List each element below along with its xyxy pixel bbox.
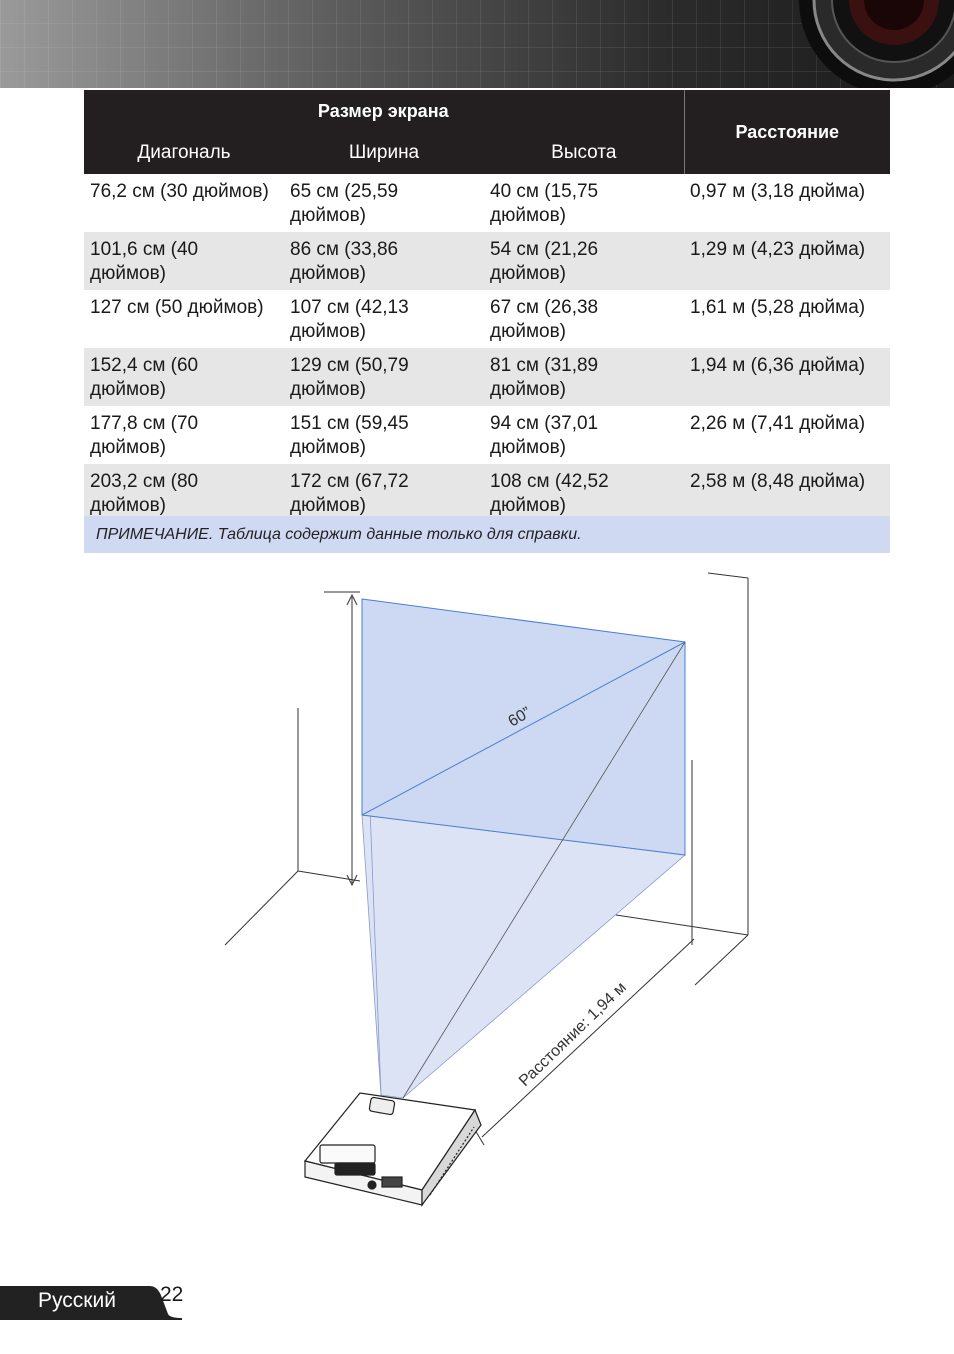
header-banner (0, 0, 954, 88)
height-cell: 81 см (31,89 дюймов) (484, 348, 684, 406)
page-number: 22 (160, 1283, 184, 1306)
height-header: Высота (484, 132, 684, 174)
height-cell: 54 см (21,26 дюймов) (484, 232, 684, 290)
table-row (84, 232, 890, 290)
distance-cell: 2,58 м (8,48 дюйма) (684, 464, 890, 522)
height-cell: 40 см (15,75 дюймов) (484, 174, 684, 232)
diagonal-header: Диагональ (84, 132, 284, 174)
screen-size-header: Размер экрана (84, 90, 684, 132)
diagonal-cell: 152,4 см (60 дюймов) (84, 348, 284, 406)
diagonal-cell: 127 см (50 дюймов) (84, 290, 284, 348)
width-cell: 129 см (50,79 дюймов) (284, 348, 484, 406)
table-row (84, 174, 890, 232)
height-cell: 94 см (37,01 дюймов) (484, 406, 684, 464)
projection-diagram (200, 565, 780, 1225)
screen-size-table (84, 90, 890, 522)
table-row (84, 464, 890, 522)
diagonal-cell: 177,8 см (70 дюймов) (84, 406, 284, 464)
distance-cell: 1,29 м (4,23 дюйма) (684, 232, 890, 290)
width-cell: 65 см (25,59 дюймов) (284, 174, 484, 232)
projector-icon (305, 1093, 481, 1205)
width-cell: 107 см (42,13 дюймов) (284, 290, 484, 348)
table-row (84, 290, 890, 348)
width-cell: 151 см (59,45 дюймов) (284, 406, 484, 464)
diagonal-cell: 101,6 см (40 дюймов) (84, 232, 284, 290)
projection-cone (362, 815, 685, 1098)
table-row (84, 348, 890, 406)
table-row (84, 406, 890, 464)
diagonal-cell: 203,2 см (80 дюймов) (84, 464, 284, 522)
width-cell: 172 см (67,72 дюймов) (284, 464, 484, 522)
distance-header: Расстояние (684, 90, 890, 174)
distance-cell: 1,94 м (6,36 дюйма) (684, 348, 890, 406)
projection-screen (362, 599, 685, 855)
height-cell: 108 см (42,52 дюймов) (484, 464, 684, 522)
footer-language: Русский (38, 1289, 116, 1312)
diagonal-label: 60” (505, 704, 535, 731)
distance-cell: 1,61 м (5,28 дюйма) (684, 290, 890, 348)
distance-cell: 0,97 м (3,18 дюйма) (684, 174, 890, 232)
lens-graphic (784, 0, 954, 88)
height-cell: 67 см (26,38 дюймов) (484, 290, 684, 348)
reference-note: ПРИМЕЧАНИЕ. Таблица содержит данные только для справки. (84, 516, 890, 553)
width-cell: 86 см (33,86 дюймов) (284, 232, 484, 290)
distance-label: Расстояние: 1,94 м (515, 979, 630, 1090)
distance-cell: 2,26 м (7,41 дюйма) (684, 406, 890, 464)
diagonal-cell: 76,2 см (30 дюймов) (84, 174, 284, 232)
width-header: Ширина (284, 132, 484, 174)
